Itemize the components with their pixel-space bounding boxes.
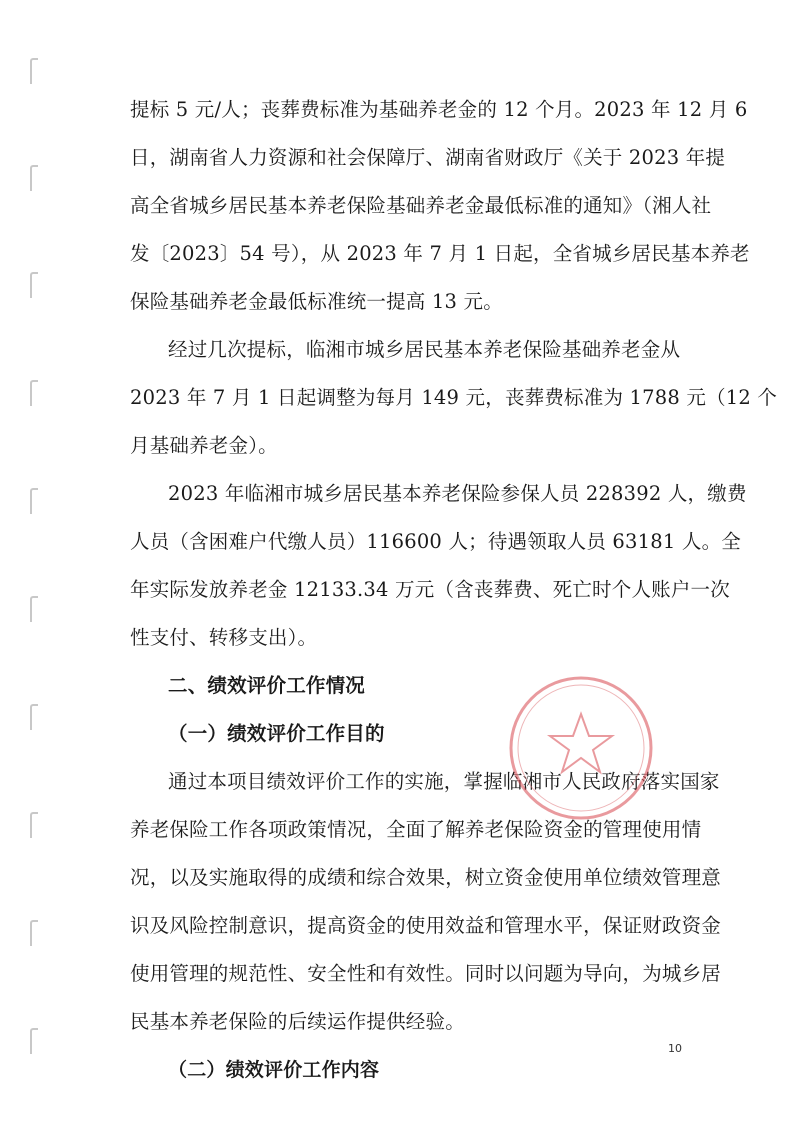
paragraph-line: 况，以及实施取得的成绩和综合效果，树立资金使用单位绩效管理意 (130, 866, 722, 889)
paragraph-line: 使用管理的规范性、安全性和有效性。同时以问题为导向，为城乡居 (130, 962, 722, 985)
paragraph-line: 性支付、转移支出）。 (130, 626, 318, 649)
binding-mark (30, 380, 38, 406)
paragraph-line: 养老保险工作各项政策情况，全面了解养老保险资金的管理使用情 (130, 818, 702, 841)
paragraph-line: 人员（含困难户代缴人员）116600 人；待遇领取人员 63181 人。全 (130, 530, 741, 553)
binding-mark (30, 704, 38, 730)
binding-mark (30, 488, 38, 514)
binding-mark (30, 920, 38, 946)
binding-mark (30, 1028, 38, 1054)
paragraph-line: 2023 年临湘市城乡居民基本养老保险参保人员 228392 人，缴费 (168, 482, 747, 505)
binding-mark (30, 165, 38, 191)
binding-mark (30, 58, 38, 84)
paragraph-line: 通过本项目绩效评价工作的实施，掌握临湘市人民政府落实国家 (168, 770, 720, 793)
subsection-heading: （一）绩效评价工作目的 (168, 722, 385, 745)
section-heading: 二、绩效评价工作情况 (168, 674, 366, 697)
subsection-heading: （二）绩效评价工作内容 (168, 1059, 380, 1081)
paragraph-line: 民基本养老保险的后续运作提供经验。 (130, 1010, 465, 1033)
paragraph-line: 年实际发放养老金 12133.34 万元（含丧葬费、死亡时个人账户一次 (130, 578, 730, 601)
paragraph-line: 高全省城乡居民基本养老保险基础养老金最低标准的通知》（湘人社 (130, 194, 712, 217)
page-number: 10 (668, 1042, 682, 1055)
paragraph-line: 月基础养老金）。 (130, 434, 278, 457)
binding-mark (30, 812, 38, 838)
paragraph-line: 2023 年 7 月 1 日起调整为每月 149 元，丧葬费标准为 1788 元（12 个 (130, 386, 778, 409)
paragraph-line: 发〔2023〕54 号），从 2023 年 7 月 1 日起，全省城乡居民基本养老 (130, 242, 750, 265)
paragraph-line: 识及风险控制意识，提高资金的使用效益和管理水平，保证财政资金 (130, 914, 722, 937)
paragraph-line: 提标 5 元/人；丧葬费标准为基础养老金的 12 个月。2023 年 12 月 6 (130, 98, 748, 121)
binding-mark (30, 272, 38, 298)
binding-mark (30, 596, 38, 622)
paragraph-line: 日，湖南省人力资源和社会保障厅、湖南省财政厅《关于 2023 年提 (130, 146, 726, 169)
paragraph-line: 经过几次提标，临湘市城乡居民基本养老保险基础养老金从 (168, 338, 681, 361)
paragraph-line: 保险基础养老金最低标准统一提高 13 元。 (130, 290, 503, 313)
